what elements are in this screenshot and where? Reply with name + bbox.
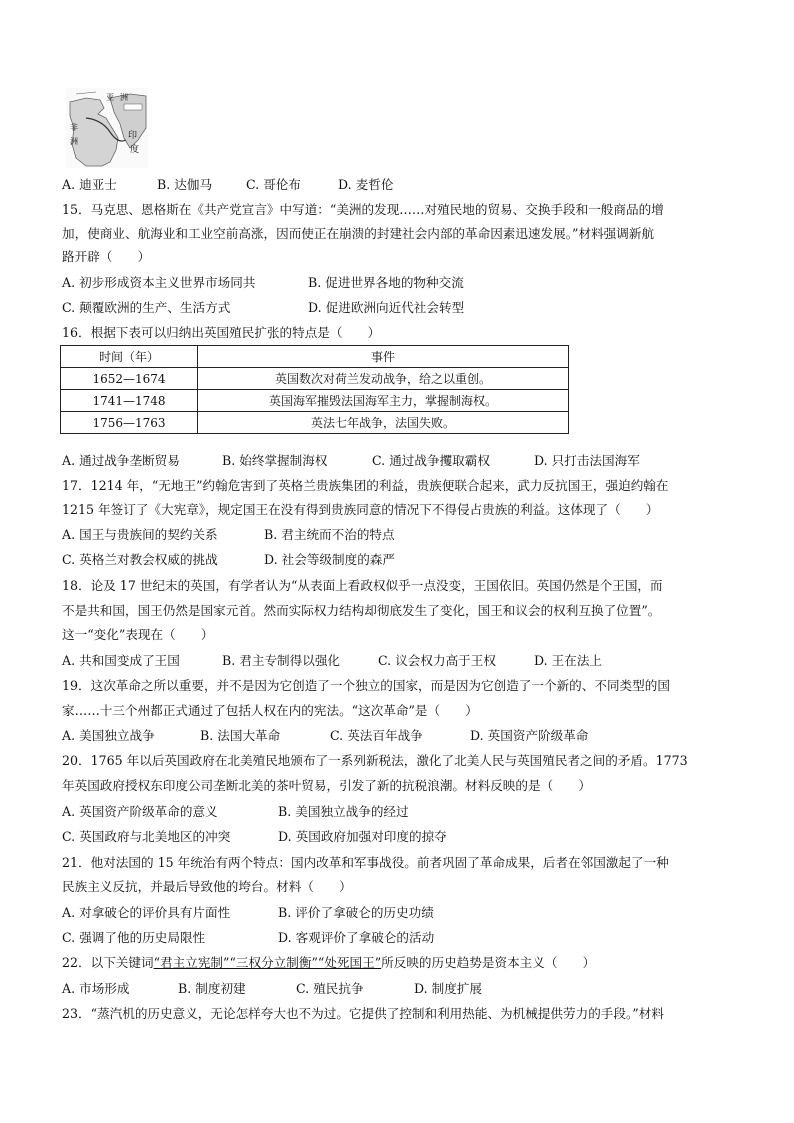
- q15-option-a: A. 初步形成资本主义世界市场同共: [62, 275, 256, 290]
- table-cell-time: 1652—1674: [61, 368, 198, 390]
- q22-keywords: “君主立宪制”“三权分立制衡”“处死国王”: [153, 955, 382, 970]
- q21-option-a: A. 对拿破仑的评价具有片面性: [62, 905, 231, 920]
- q18-option-a: A. 共和国变成了王国: [62, 653, 180, 668]
- q21-line-2: 民族主义反抗，并最后导致他的垮台。材料（ ）: [62, 879, 352, 894]
- q19-option-c: C. 英法百年战争: [330, 728, 423, 743]
- q22-option-d: D. 制度扩展: [414, 981, 483, 996]
- q20-line-2: 年英国政府授权东印度公司垄断北美的茶叶贸易，引发了新的抗税浪潮。材料反映的是（ ）: [62, 778, 591, 793]
- q22-option-b: B. 制度初建: [178, 981, 246, 996]
- map-label-india-2: 度: [130, 145, 140, 155]
- q22-option-a: A. 市场形成: [62, 981, 130, 996]
- q20-option-a: A. 英国资产阶级革命的意义: [62, 804, 218, 819]
- q21-option-d: D. 客观评价了拿破仑的活动: [278, 930, 435, 945]
- q22-suffix: 所反映的历史趋势是资本主义（ ）: [381, 955, 596, 970]
- q22-option-c: C. 殖民抗争: [296, 981, 364, 996]
- q17-option-b: B. 君主统而不治的特点: [264, 527, 395, 542]
- table-header-time: 时间（年）: [61, 346, 198, 368]
- q16-option-b: B. 始终掌握制海权: [222, 453, 328, 468]
- table-row: [61, 412, 569, 434]
- q18-line-1: 18．论及 17 世纪末的英国，有学者认为“从表面上看政权似乎一点没变，王国依旧。英国仍然是个王国，而: [62, 578, 663, 593]
- q16-option-a: A. 通过战争垄断贸易: [62, 453, 180, 468]
- q15-line-3: 路开辟（ ）: [62, 249, 151, 264]
- table-cell-time: 1741—1748: [61, 390, 198, 412]
- q22-stem: [62, 955, 595, 971]
- q15-line-1: 15．马克思、恩格斯在《共产党宣言》中写道：“美洲的发现……对殖民地的贸易、交换手段和一般商品的增: [62, 202, 664, 217]
- q15-option-d: D. 促进欧洲向近代社会转型: [308, 300, 465, 315]
- map-label-africa-2: 洲: [70, 137, 78, 146]
- table-row: [61, 390, 569, 412]
- q22-prefix: 22．以下关键词: [62, 955, 154, 970]
- q16-option-c: C. 通过战争攫取霸权: [372, 453, 490, 468]
- q14-option-a: A. 迪亚士: [62, 177, 117, 192]
- table-cell-event: 英国海军摧毁法国海军主力，掌握制海权。: [198, 390, 569, 412]
- table-header-event: 事件: [198, 346, 569, 368]
- map-label-asia-1: 亚: [106, 93, 114, 102]
- q18-option-c: C. 议会权力高于王权: [378, 653, 496, 668]
- table-header-row: [61, 346, 569, 368]
- q21-line-1: 21．他对法国的 15 年统治有两个特点：国内改革和军事战役。前者巩固了革命成果，后者在邻国激起了一种: [62, 855, 669, 870]
- q23-line-1: 23．“蒸汽机的历史意义，无论怎样夸大也不为过。它提供了控制和利用热能、为机械提供劳力的手段。”材料: [62, 1006, 664, 1021]
- q18-option-d: D. 王在法上: [534, 653, 603, 668]
- q17-option-d: D. 社会等级制度的森严: [264, 552, 395, 567]
- table-cell-time: 1756—1763: [61, 412, 198, 434]
- q19-line-2: 家……十三个州都正式通过了包括人权在内的宪法。“这次革命”是（ ）: [62, 703, 478, 718]
- q18-line-3: 这一“变化”表现在（ ）: [62, 627, 214, 642]
- q20-option-c: C. 英国政府与北美地区的冲突: [62, 829, 231, 844]
- map-label-india-1: 印: [128, 131, 138, 141]
- q21-option-c: C. 强调了他的历史局限性: [62, 930, 206, 945]
- events-table: [60, 345, 569, 434]
- q19-line-1: 19．这次革命之所以重要，并不是因为它创造了一个独立的国家，而是因为它创造了一个新的、不同类型的国: [62, 678, 670, 693]
- q20-option-d: D. 英国政府加强对印度的掠夺: [278, 829, 447, 844]
- table-row: [61, 368, 569, 390]
- q17-line-2: 1215 年签订了《大宪章》，规定国王在没有得到贵族同意的情况下不得侵占贵族的利益。这体现了（ ）: [62, 502, 659, 517]
- q19-option-b: B. 法国大革命: [200, 728, 281, 743]
- table-cell-event: 英法七年战争，法国失败。: [198, 412, 569, 434]
- q18-line-2: 不是共和国，国王仍然是国家元首。然而实际权力结构却彻底发生了变化，国王和议会的权利互换了位置”。: [62, 603, 661, 618]
- q17-option-c: C. 英格兰对教会权威的挑战: [62, 552, 218, 567]
- q15-line-2: 加，使商业、航海业和工业空前高涨，因而使正在崩溃的封建社会内部的革命因素迅速发展。”材料强调新航: [62, 226, 655, 241]
- q17-line-1: 17．1214 年，“无地王”约翰危害到了英格兰贵族集团的利益，贵族便联合起来，武力反抗国王，强迫约翰在: [62, 478, 669, 493]
- q15-option-b: B. 促进世界各地的物种交流: [308, 275, 464, 290]
- q18-option-b: B. 君主专制得以强化: [222, 653, 341, 668]
- q14-option-b: B. 达伽马: [157, 177, 213, 192]
- table-cell-event: 英国数次对荷兰发动战争，给之以重创。: [198, 368, 569, 390]
- map-figure: [66, 88, 148, 168]
- q16-option-d: D. 只打击法国海军: [534, 453, 640, 468]
- q20-line-1: 20．1765 年以后英国政府在北美殖民地颁布了一系列新税法，激化了北美人民与英国殖民者之间的矛盾。1773: [62, 753, 688, 768]
- q20-option-b: B. 美国独立战争的经过: [278, 804, 409, 819]
- q14-option-c: C. 哥伦布: [246, 177, 301, 192]
- q19-option-d: D. 英国资产阶级革命: [470, 728, 589, 743]
- map-label-africa-1: 非: [70, 123, 78, 132]
- q15-option-c: C. 颠覆欧洲的生产、生活方式: [62, 300, 231, 315]
- map-label-asia-2: 洲: [120, 93, 128, 102]
- q14-option-d: D. 麦哲伦: [338, 177, 394, 192]
- q21-option-b: B. 评价了拿破仑的历史功绩: [278, 905, 434, 920]
- q16-stem: 16．根据下表可以归纳出英国殖民扩张的特点是（ ）: [62, 325, 381, 340]
- q17-option-a: A. 国王与贵族间的契约关系: [62, 527, 218, 542]
- q19-option-a: A. 美国独立战争: [62, 728, 155, 743]
